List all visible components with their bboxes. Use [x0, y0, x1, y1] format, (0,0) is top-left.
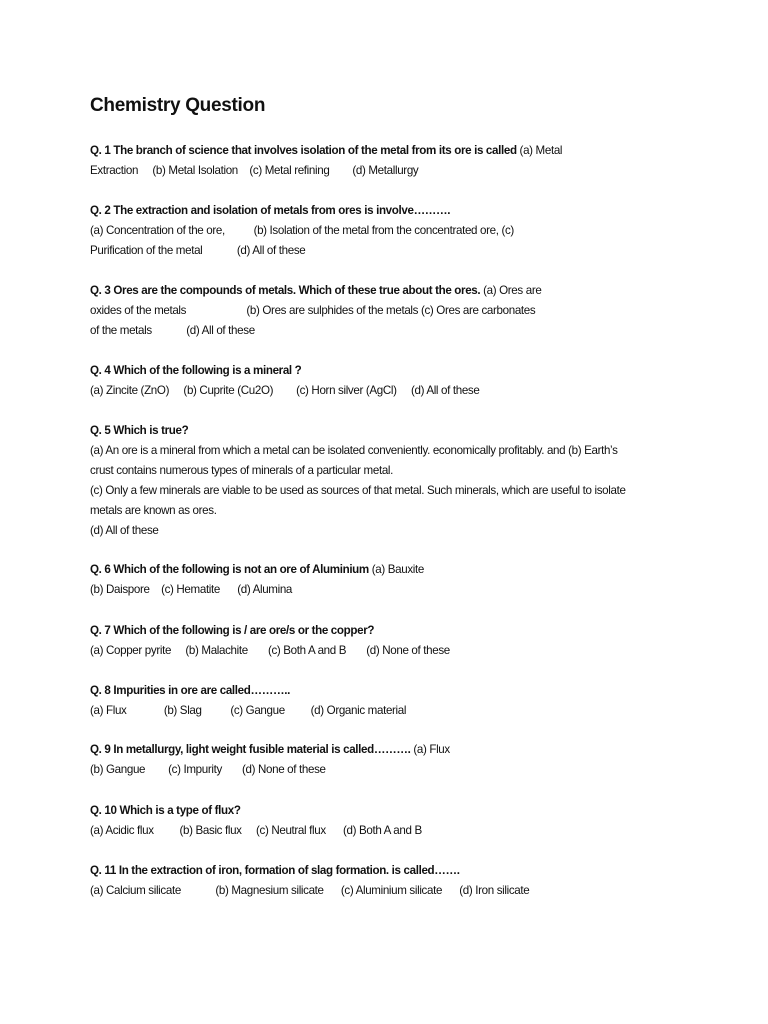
question-2 — [90, 201, 690, 261]
question-line — [90, 141, 690, 161]
question-8 — [90, 681, 690, 721]
question-options-line: (c) Only a few minerals are viable to be used as sources of that metal. Such minerals, which are useful to isolate — [90, 484, 626, 497]
question-9 — [90, 740, 690, 780]
question-options-line: (a) Calcium silicate (b) Magnesium silicate (c) Aluminium silicate (d) Iron silicate — [90, 884, 530, 897]
question-line — [90, 801, 690, 821]
question-options-line: (a) Concentration of the ore, (b) Isolation of the metal from the concentrated ore, (c) — [90, 224, 514, 237]
question-line — [90, 681, 690, 701]
question-options-line: (a) An ore is a mineral from which a metal can be isolated conveniently. economically profitably. and (b) Earth’s — [90, 444, 618, 457]
question-options-line: oxides of the metals (b) Ores are sulphides of the metals (c) Ores are carbonates — [90, 304, 536, 317]
question-options: (a) Flux — [410, 743, 450, 756]
question-options-line: (a) Flux (b) Slag (c) Gangue (d) Organic material — [90, 704, 407, 717]
question-options-line: (a) Copper pyrite (b) Malachite (c) Both A and B (d) None of these — [90, 644, 450, 657]
question-options-line: Purification of the metal (d) All of these — [90, 244, 306, 257]
question-prompt: Q. 6 Which of the following is not an ore of Aluminium — [90, 563, 369, 576]
question-line — [90, 421, 690, 441]
question-line — [90, 201, 690, 221]
question-3 — [90, 281, 690, 341]
question-prompt: Q. 2 The extraction and isolation of metals from ores is involve………. — [90, 204, 451, 217]
question-prompt: Q. 10 Which is a type of flux? — [90, 804, 241, 817]
question-options-line: of the metals (d) All of these — [90, 324, 255, 337]
question-prompt: Q. 3 Ores are the compounds of metals. Which of these true about the ores. — [90, 284, 481, 297]
question-options-line: (a) Zincite (ZnO) (b) Cuprite (Cu2O) (c) Horn silver (AgCl) (d) All of these — [90, 384, 480, 397]
question-line — [90, 361, 690, 381]
question-prompt: Q. 9 In metallurgy, light weight fusible material is called………. — [90, 743, 411, 756]
question-prompt: Q. 4 Which of the following is a mineral ? — [90, 364, 302, 377]
question-1 — [90, 141, 690, 181]
question-options-line: (a) Acidic flux (b) Basic flux (c) Neutral flux (d) Both A and B — [90, 824, 422, 837]
question-options-line: Extraction (b) Metal Isolation (c) Metal refining (d) Metallurgy — [90, 164, 419, 177]
question-prompt: Q. 5 Which is true? — [90, 424, 189, 437]
question-line — [90, 621, 690, 641]
question-options: (a) Bauxite — [368, 563, 424, 576]
question-prompt: Q. 8 Impurities in ore are called……….. — [90, 684, 290, 697]
question-options-line: metals are known as ores. — [90, 504, 217, 517]
question-options-line: crust contains numerous types of minerals of a particular metal. — [90, 464, 394, 477]
question-options: (a) Ores are — [480, 284, 542, 297]
question-options-line: (b) Daispore (c) Hematite (d) Alumina — [90, 583, 293, 596]
question-options-line: (b) Gangue (c) Impurity (d) None of these — [90, 763, 326, 776]
question-7 — [90, 621, 690, 661]
question-10 — [90, 801, 690, 841]
question-line — [90, 560, 690, 580]
question-line — [90, 281, 690, 301]
question-5 — [90, 421, 690, 541]
question-4 — [90, 361, 690, 401]
question-line — [90, 740, 690, 760]
question-options: (a) Metal — [516, 144, 563, 157]
question-11 — [90, 861, 690, 901]
question-prompt: Q. 1 The branch of science that involves isolation of the metal from its ore is called — [90, 144, 517, 157]
question-line — [90, 861, 690, 881]
question-prompt: Q. 11 In the extraction of iron, formation of slag formation. is called……. — [90, 864, 460, 877]
question-prompt: Q. 7 Which of the following is / are ore/s or the copper? — [90, 624, 375, 637]
question-options-line: (d) All of these — [90, 524, 159, 537]
page-title: Chemistry Question — [90, 95, 266, 116]
question-6 — [90, 560, 690, 600]
